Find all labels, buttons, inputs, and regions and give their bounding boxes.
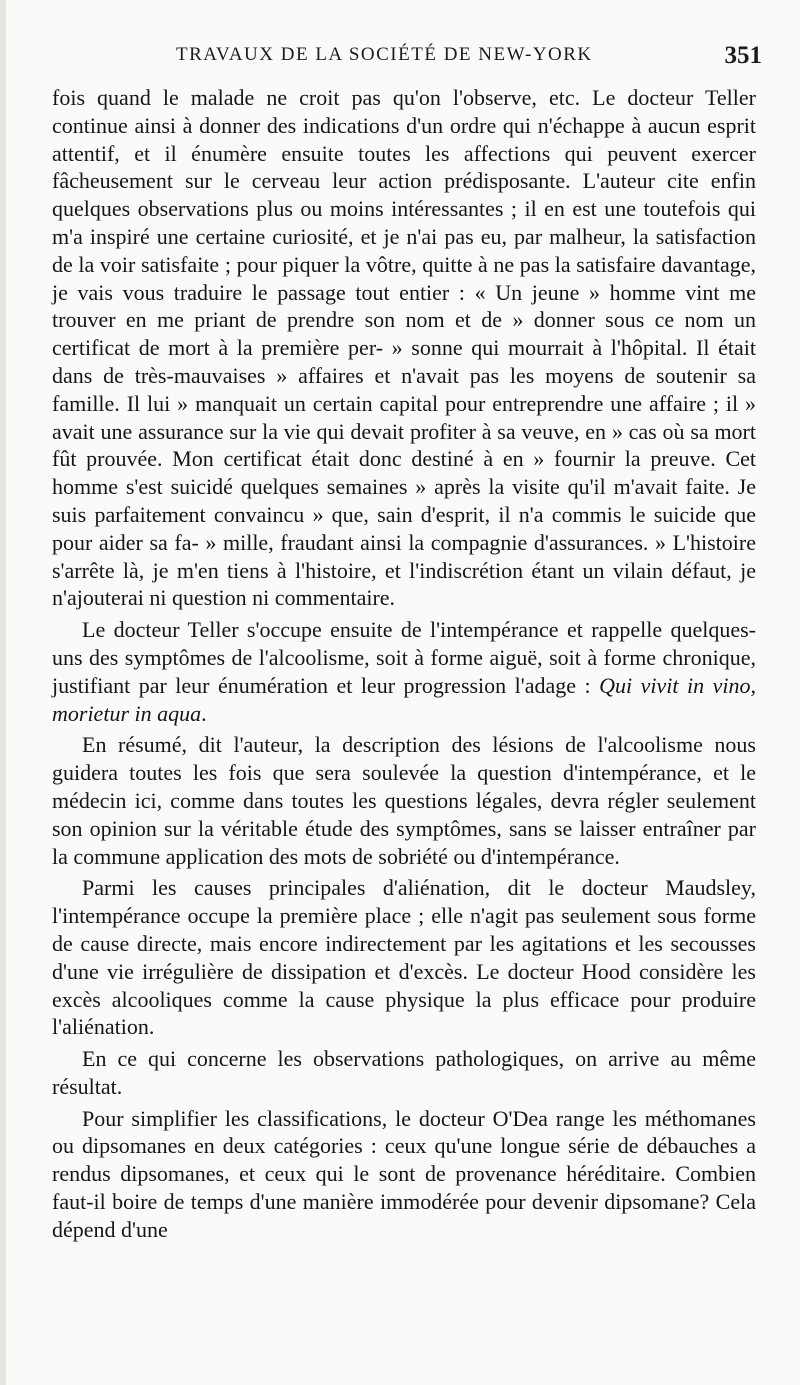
- paragraph-2-text: Le docteur Teller s'occupe ensuite de l'intempérance et rappelle quelques-uns des symptômes de l'alcoolisme, soit à forme aiguë, soit à forme chronique, justifiant par leur énumération et leur progression l'adage :: [52, 617, 756, 698]
- paragraph-1: fois quand le malade ne croit pas qu'on l'observe, etc. Le docteur Teller continue ainsi à donner des indications d'un ordre qui n'échappe à aucun esprit attentif, et il énumère ensuite toutes les affections qui peuvent exercer fâcheusement sur le cerveau leur action prédisposante. L'auteur cite enfin quelques observations plus ou moins intéressantes ; il en est une toutefois qui m'a inspiré une certaine curiosité, et je n'ai pas eu, par malheur, la satisfaction de la voir satisfaite ; pour piquer la vôtre, quitte à ne pas la satisfaire davantage, je vais vous traduire le passage tout entier : « Un jeune » homme vint me trouver en me priant de prendre son nom et de » donner sous ce nom un certificat de mort à la première per- » sonne qui mourrait à l'hôpital. Il était dans de très-mauvaises » affaires et n'avait pas les moyens de soutenir sa famille. Il lui » manquait un certain capital pour entreprendre une affaire ; il » avait une assurance sur la vie qui devait profiter à sa veuve, en » cas où sa mort fût prouvée. Mon certificat était donc destiné à en » fournir la preuve. Cet homme s'est suicidé quelques semaines » après la visite qu'il m'avait faite. Je suis parfaitement convaincu » que, sain d'esprit, il n'a commis le suicide que pour aider sa fa- » mille, fraudant ainsi la compagnie d'assurances. » L'histoire s'arrête là, je m'en tiens à l'histoire, et l'indiscrétion étant un vilain défaut, je n'ajouterai ni question ni commentaire.: [52, 85, 756, 611]
- paragraph-6: Pour simplifier les classifications, le docteur O'Dea range les méthomanes ou dipsomanes en deux catégories : ceux qu'une longue série de débauches a rendus dipsomanes, et ceux qui le sont de provenance héréditaire. Combien faut-il boire de temps d'une manière immodérée pour devenir dipsomane? Cela dépend d'une: [52, 1105, 756, 1242]
- paragraph-2: [52, 616, 756, 727]
- latin-adage: Qui vivit in vino, morietur in aqua: [52, 672, 756, 726]
- paragraph-2-end: .: [201, 700, 207, 726]
- body-text: [52, 84, 756, 1248]
- page-header: [52, 42, 762, 72]
- paragraph-5: En ce qui concerne les observations pathologiques, on arrive au même résultat.: [52, 1046, 756, 1099]
- running-title: TRAVAUX DE LA SOCIÉTÉ DE NEW-YORK: [176, 44, 593, 65]
- paragraph-3: En résumé, dit l'auteur, la description des lésions de l'alcoolisme nous guidera toutes les fois que sera soulevée la question d'intempérance, et le médecin ici, comme dans toutes les questions légales, devra régler seulement son opinion sur la véritable étude des symptômes, sans se laisser entraîner par la commune application des mots de sobriété ou d'intempérance.: [52, 732, 756, 869]
- paragraph-4: Parmi les causes principales d'aliénation, dit le docteur Maudsley, l'intempérance occupe la première place ; elle n'agit pas seulement sous forme de cause directe, mais encore indirectement par les agitations et les secousses d'une vie irrégulière de dissipation et d'excès. Le docteur Hood considère les excès alcooliques comme la cause physique la plus efficace pour produire l'aliénation.: [52, 875, 756, 1040]
- page-number: 351: [724, 42, 762, 69]
